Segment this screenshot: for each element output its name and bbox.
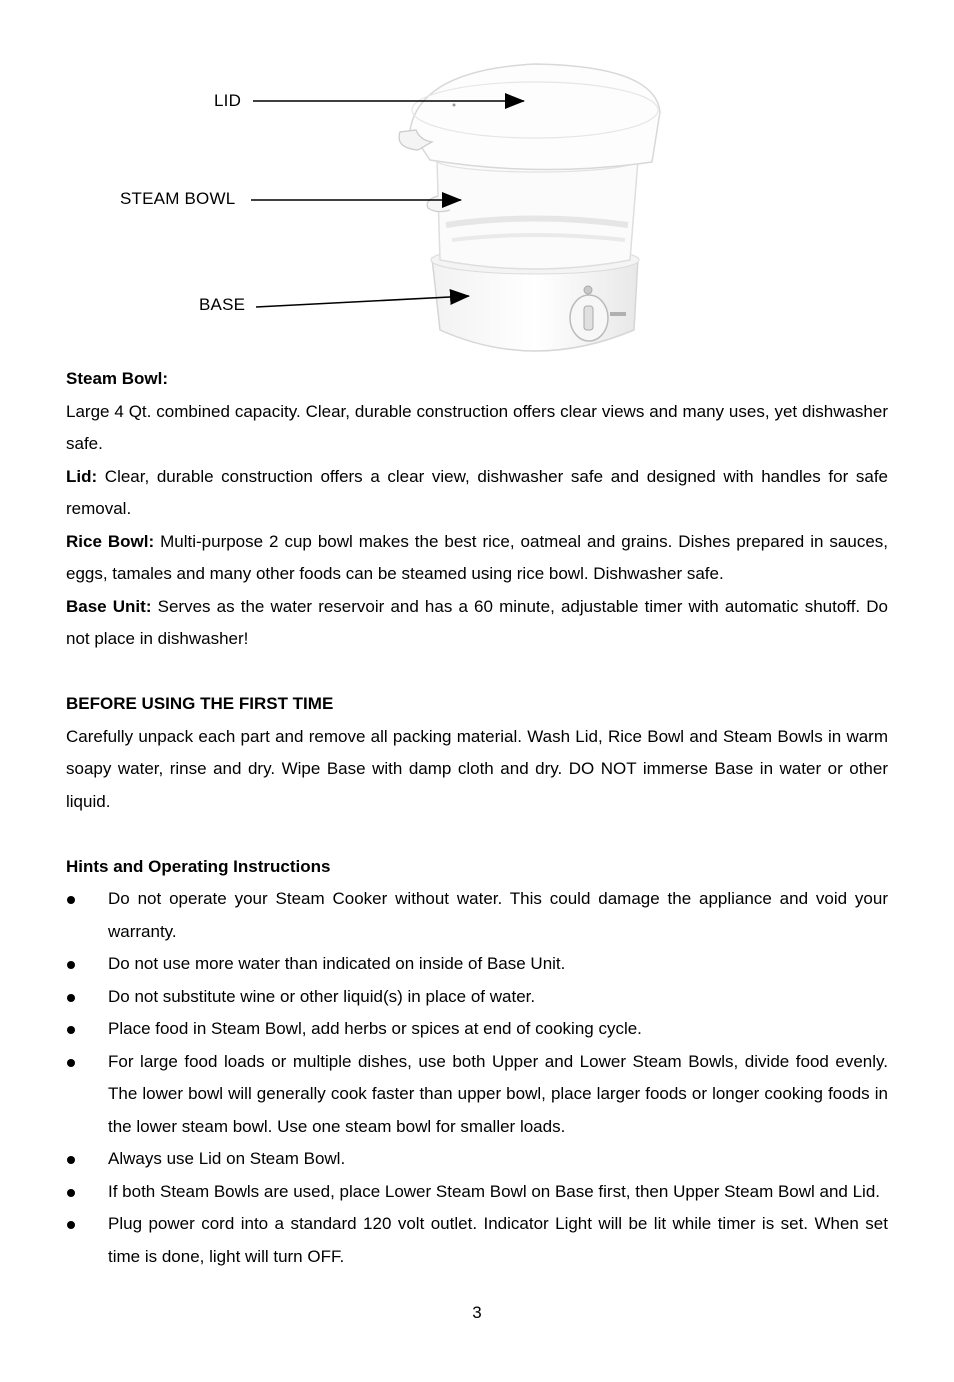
list-item: Place food in Steam Bowl, add herbs or spices at end of cooking cycle. (66, 1013, 888, 1046)
list-item: For large food loads or multiple dishes, use both Upper and Lower Steam Bowls, divide food evenly. The lower bowl will generally cook faster than upper bowl, place larger foods or longer cooking foods in the lower steam bowl. Use one steam bowl for smaller loads. (66, 1046, 888, 1144)
base-unit-term: Base Unit: (66, 596, 152, 616)
before-text: Carefully unpack each part and remove all packing material. Wash Lid, Rice Bowl and Steam Bowls in warm soapy water, rinse and dry. Wipe Base with damp cloth and dry. DO NOT immerse Base in water or other liquid. (66, 726, 888, 811)
list-item: Do not operate your Steam Cooker without water. This could damage the appliance and void your warranty. (66, 883, 888, 948)
list-item: Always use Lid on Steam Bowl. (66, 1143, 888, 1176)
steam-cooker-illustration (0, 0, 954, 365)
bullet-icon (67, 896, 75, 904)
bullet-icon (67, 1026, 75, 1034)
hints-list (66, 883, 888, 1273)
lid-description: Lid: Clear, durable construction offers a clear view, dishwasher safe and designed with handles for safe removal. (66, 466, 888, 518)
indicator-light-icon (584, 286, 592, 294)
bullet-icon (67, 1189, 75, 1197)
product-figure (0, 0, 954, 365)
list-item: Do not substitute wine or other liquid(s) in place of water. (66, 981, 888, 1014)
base-label: BASE (199, 295, 246, 314)
lid-label: LID (214, 91, 242, 110)
document-body (66, 363, 888, 1273)
steam-bowl-label: STEAM BOWL (120, 189, 236, 208)
bullet-icon (67, 1059, 75, 1067)
steam-bowl-description: Large 4 Qt. combined capacity. Clear, durable construction offers clear views and many uses, yet dishwasher safe. (66, 401, 888, 453)
rice-bowl-term: Rice Bowl: (66, 531, 155, 551)
bullet-icon (67, 1156, 75, 1164)
lid-drawing (399, 64, 660, 170)
bullet-icon (67, 961, 75, 969)
bullet-icon (67, 1221, 75, 1229)
list-item: Plug power cord into a standard 120 volt outlet. Indicator Light will be lit while timer is set. When set time is done, light will turn OFF. (66, 1208, 888, 1273)
hints-heading: Hints and Operating Instructions (66, 856, 331, 876)
page-number: 3 (472, 1303, 482, 1322)
list-item: If both Steam Bowls are used, place Lower Steam Bowl on Base first, then Upper Steam Bowl and Lid. (66, 1176, 888, 1209)
bullet-icon (67, 994, 75, 1002)
list-item: Do not use more water than indicated on inside of Base Unit. (66, 948, 888, 981)
lid-term: Lid: (66, 466, 98, 486)
base-unit-description: Base Unit: Serves as the water reservoir and has a 60 minute, adjustable timer with automatic shutoff. Do not place in dishwasher! (66, 596, 888, 648)
steam-bowl-heading: Steam Bowl: (66, 369, 169, 388)
before-heading: BEFORE USING THE FIRST TIME (66, 694, 334, 713)
rice-bowl-description: Rice Bowl: Multi-purpose 2 cup bowl makes the best rice, oatmeal and grains. Dishes prepared in sauces, eggs, tamales and many other foods can be steamed using rice bowl. Dishwasher safe. (66, 531, 888, 583)
